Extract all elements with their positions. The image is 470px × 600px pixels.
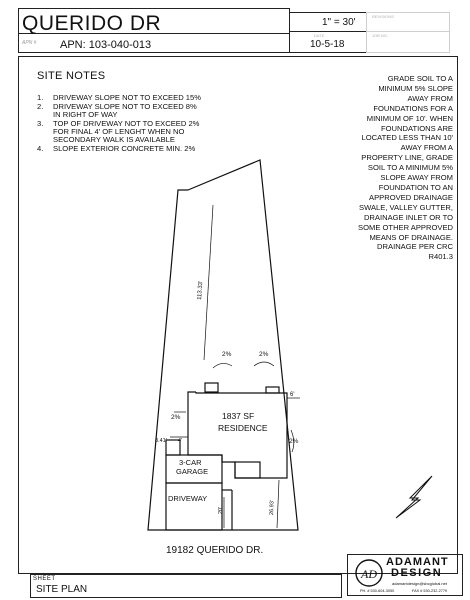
sheet-name: SITE PLAN — [36, 584, 88, 595]
grading-note-line: AWAY FROM A — [400, 143, 453, 153]
company-logo-text: AD — [361, 567, 377, 581]
garage-label-2: GARAGE — [176, 467, 209, 476]
slope-arrow-top-left — [213, 363, 232, 368]
setback-left: 8.41' — [155, 438, 167, 444]
grading-note-line: LOCATED LESS THAN 10' — [361, 133, 453, 143]
grading-note-line: DRAINAGE INLET OR TO — [363, 212, 453, 222]
street-name: QUERIDO DR — [22, 12, 162, 35]
note-number: 2. — [37, 101, 44, 111]
note-number: 3. — [37, 118, 44, 128]
grading-note-line: FOUNDATIONS ARE — [380, 123, 453, 133]
grading-note-line: MINIMUM OF 10'. WHEN — [366, 113, 453, 123]
grading-note-line: SOME OTHER APPROVED — [358, 222, 453, 232]
grading-note-line: PROPERTY LINE, GRADE — [361, 153, 453, 163]
drawing-scale: 1" = 30' — [322, 17, 356, 28]
slope-top-left: 2% — [222, 351, 232, 358]
slope-arrow-top-right — [254, 362, 274, 366]
rear-patio — [235, 462, 260, 478]
slope-left: 2% — [171, 414, 181, 421]
residence-label: RESIDENCE — [218, 423, 268, 433]
company-email: adamantdesign@sbcglobal.net — [392, 581, 447, 586]
grading-note-line: MINIMUM 5% SLOPE — [378, 83, 453, 93]
north-arrow-icon — [396, 476, 432, 518]
grading-note-line: SLOPE AWAY FROM — [380, 173, 453, 183]
driveway-label: DRIVEWAY — [168, 494, 208, 503]
slope-right: 2% — [289, 438, 299, 445]
note-text: DRIVEWAY SLOPE NOT TO EXCEED 8% IN RIGHT OF WAY — [53, 101, 197, 119]
note-number: 4. — [37, 144, 44, 153]
grading-note-line: DRAINAGE PER CRC — [377, 242, 453, 252]
property-line — [148, 160, 298, 530]
grading-note-line: SOIL TO A MINIMUM 5% — [367, 163, 453, 173]
lot-depth-label: 113.33' — [197, 280, 205, 301]
site-address: 19182 QUERIDO DR. — [166, 545, 264, 556]
grading-note-line: R401.3 — [428, 252, 453, 262]
setback-left-2: 4' — [178, 438, 183, 444]
company-fax: FAX # 530-232-2779 — [412, 589, 448, 593]
grading-note-line: APPROVED DRAINAGE — [369, 192, 453, 202]
garage-label-1: 3-CAR — [179, 458, 202, 467]
note-text: DRIVEWAY SLOPE NOT TO EXCEED 15% — [53, 93, 201, 102]
front-bump-left — [205, 383, 218, 392]
grading-note-line: GRADE SOIL TO A — [387, 74, 453, 83]
apn-caption: APN # — [22, 40, 37, 46]
grading-note-line: AWAY FROM — [407, 93, 453, 103]
driveway-dim-label: 20' — [218, 506, 224, 514]
site-notes-heading: SITE NOTES — [37, 70, 106, 82]
grading-note-line: FOUNDATION TO AN — [378, 182, 453, 192]
residence-outline — [188, 392, 287, 478]
lot-depth-dim — [204, 205, 213, 360]
front-dim — [277, 480, 279, 528]
note-text: TOP OF DRIVEWAY NOT TO EXCEED 2% FOR FINAL 4' OF LENGHT WHEN NO SECONDARY WALK IS AVAILABLE — [53, 118, 200, 145]
note-text: SLOPE EXTERIOR CONCRETE MIN. 2% — [53, 144, 196, 153]
note-number: 1. — [37, 93, 44, 102]
company-logo-icon — [354, 558, 384, 588]
driveway-outline — [166, 483, 222, 530]
front-dim-label: 26.93' — [269, 500, 276, 516]
drawing-date: 10-5-18 — [310, 39, 345, 50]
apn-number: APN: 103-040-013 — [60, 39, 152, 51]
company-name-2: DESIGN — [391, 567, 443, 579]
grading-note-line: SWALE, VALLEY GUTTER, — [359, 202, 453, 212]
grading-note-line: MEANS OF DRAINAGE. — [369, 232, 453, 242]
front-bump-right — [266, 387, 279, 393]
slope-top-right: 2% — [259, 351, 269, 358]
company-phone: PH. # 530-604-3050 — [360, 589, 395, 593]
grading-note-line: FOUNDATIONS FOR A — [373, 103, 453, 113]
residence-area: 1837 SF — [222, 411, 255, 421]
date-caption: DATE — [314, 33, 325, 38]
sheet-caption: SHEET — [33, 576, 56, 582]
job-caption: JOB NO. — [372, 33, 389, 38]
revisions-caption: REVISIONS — [372, 14, 394, 19]
setback-right: 6' — [290, 392, 295, 398]
company-name-1: ADAMANT — [386, 556, 449, 568]
